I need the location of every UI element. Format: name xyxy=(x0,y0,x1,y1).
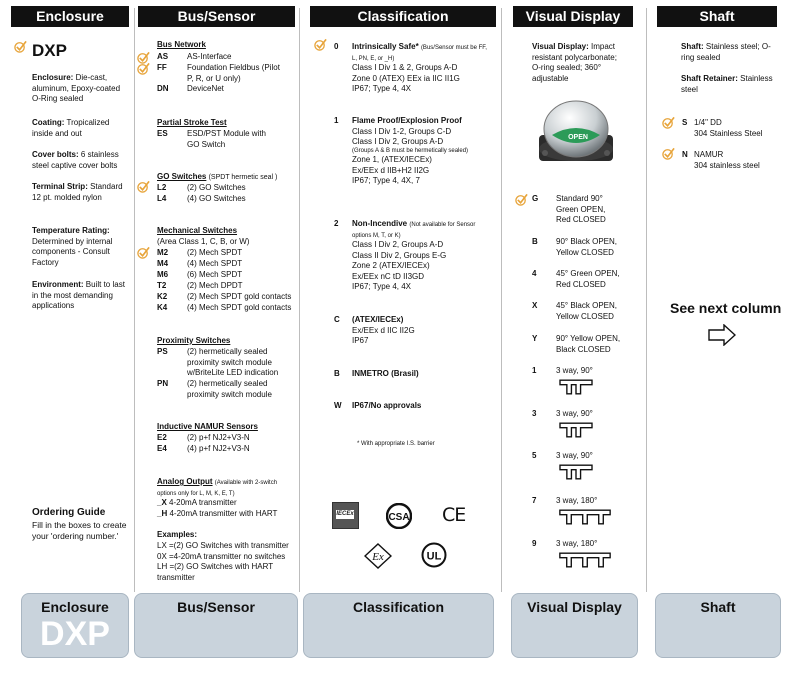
spec-block xyxy=(32,280,128,312)
option-code: PS xyxy=(157,347,168,356)
visual-desc xyxy=(556,496,636,507)
bus-order-box[interactable] xyxy=(134,593,298,658)
shaft-box-label: Shaft xyxy=(700,599,736,615)
option-desc: DeviceNet xyxy=(187,84,224,93)
class-block xyxy=(352,401,492,412)
class-title-row xyxy=(352,116,492,127)
spec-label: Temperature Rating: xyxy=(32,226,110,235)
visual-line: Red CLOSED xyxy=(556,279,606,289)
visual-line: 3 way, 90° xyxy=(556,409,593,418)
section-subtitle: (Area Class 1, C, B, or W) xyxy=(157,237,250,246)
valve-flow-icon xyxy=(558,509,612,525)
option-desc: (4) p+f NJ2+V3-N xyxy=(187,444,250,453)
shaft-desc-block xyxy=(694,118,776,139)
class-title-row xyxy=(352,369,492,380)
divider xyxy=(501,8,502,592)
class-code: 1 xyxy=(334,116,339,125)
spec-label: Coating: xyxy=(32,118,65,127)
visual-desc xyxy=(556,409,636,420)
class-code: W xyxy=(334,401,342,410)
section-title xyxy=(157,40,297,51)
option-code: E2 xyxy=(157,433,167,442)
class-line: Class I Div 1-2, Groups C-D xyxy=(352,126,452,136)
classification-header: Classification xyxy=(310,6,496,27)
option-desc: AS-Interface xyxy=(187,52,232,61)
shaft-desc: Shaft: Stainless steel; O-ring sealed xyxy=(681,42,771,62)
enclosure-header: Enclosure xyxy=(11,6,129,27)
visual-desc xyxy=(556,334,636,355)
class-line: Zone 0 (ATEX) EEx ia IIC II1G xyxy=(352,73,460,83)
class-title: INMETRO (Brasil) xyxy=(352,369,419,378)
option-code: T2 xyxy=(157,281,167,290)
shaft-code: S xyxy=(682,118,688,127)
visual-box-label: Visual Display xyxy=(527,599,622,615)
section-title-text: Proximity Switches xyxy=(157,336,231,345)
class-line: Ex/EEx d IIC II2G xyxy=(352,325,415,335)
class-block xyxy=(352,116,492,187)
visual-order-box[interactable] xyxy=(511,593,638,658)
classification-order-box[interactable] xyxy=(303,593,494,658)
divider xyxy=(299,8,300,592)
valve-flow-icon xyxy=(558,379,594,395)
class-block xyxy=(352,219,492,293)
class-title: (ATEX/IECEx) xyxy=(352,315,404,324)
visual-desc xyxy=(556,301,636,322)
section-title-text: Analog Output xyxy=(157,477,213,486)
visual-desc xyxy=(556,237,636,258)
class-code: 0 xyxy=(334,42,339,51)
section-title-text: Inductive NAMUR Sensors xyxy=(157,422,258,431)
classification-box-label: Classification xyxy=(352,599,445,615)
valve-flow-icon xyxy=(558,552,612,568)
classification-column xyxy=(310,0,496,27)
shaft-line: 304 stainless steel xyxy=(694,160,760,170)
check-icon xyxy=(662,147,675,160)
valve-flow-icon xyxy=(558,464,594,480)
option-code: ES xyxy=(157,129,168,138)
class-line: Ex/EEx d IIB+H2 II2G xyxy=(352,165,430,175)
examples-title: Examples: xyxy=(157,530,198,539)
visual-code: 9 xyxy=(532,539,537,548)
option-desc: ESD/PST Module with GO Switch xyxy=(187,129,266,149)
enclosure-box-value: DXP xyxy=(40,615,110,653)
section-title-text: Bus Network xyxy=(157,40,206,49)
visual-desc xyxy=(556,451,636,462)
bus-box-label: Bus/Sensor xyxy=(177,599,255,615)
visual-display-image xyxy=(536,91,616,169)
shaft-header: Shaft xyxy=(657,6,777,27)
section-title xyxy=(157,336,297,347)
visual-intro: Visual Display: Impact resistant polycarbonate; O-ring sealed; 360° adjustable xyxy=(532,42,617,83)
class-title: Non-Incendive xyxy=(352,219,408,228)
visual-header: Visual Display xyxy=(513,6,633,27)
option-desc: 4-20mA transmitter with HART xyxy=(169,509,278,518)
section-title-text: GO Switches xyxy=(157,172,207,181)
class-title: Flame Proof/Explosion Proof xyxy=(352,116,462,125)
spec-block xyxy=(32,73,128,105)
class-line: Class II Div 2, Groups E-G xyxy=(352,250,447,260)
visual-code: 3 xyxy=(532,409,537,418)
option-code: AS xyxy=(157,52,169,61)
visual-line: Black CLOSED xyxy=(556,344,611,354)
spec-text: Tropicalized inside and out xyxy=(32,118,110,138)
check-icon xyxy=(14,40,27,53)
visual-code: 7 xyxy=(532,496,537,505)
check-icon xyxy=(662,116,675,129)
option-desc: (2) Mech SPDT xyxy=(187,248,243,257)
shaft-order-box[interactable] xyxy=(655,593,781,658)
spec-label: Terminal Strip: xyxy=(32,182,88,191)
section-title xyxy=(157,226,297,237)
option-code: L2 xyxy=(157,183,167,192)
option-code: K2 xyxy=(157,292,168,301)
check-icon xyxy=(137,246,150,259)
shaft-column xyxy=(657,0,777,27)
visual-desc xyxy=(556,269,636,290)
spec-block xyxy=(32,182,128,203)
class-line: Zone 2 (ATEX/IECEx) xyxy=(352,261,430,270)
option-desc: (4) GO Switches xyxy=(187,194,246,203)
divider xyxy=(646,8,647,592)
option-desc: (4) Mech SPDT xyxy=(187,259,243,268)
visual-code: G xyxy=(532,194,539,203)
analog-row xyxy=(157,509,297,520)
section-subtitle: (SPDT hermetic seal ) xyxy=(208,174,278,181)
option-code: L4 xyxy=(157,194,167,203)
class-title: IP67/No approvals xyxy=(352,401,422,410)
bus-column xyxy=(138,0,295,27)
option-code: E4 xyxy=(157,444,167,453)
examples-list xyxy=(157,541,295,583)
class-title: Intrinsically Safe* xyxy=(352,42,419,51)
enclosure-box-label: Enclosure xyxy=(41,599,109,615)
class-line: Class I Div 2, Groups A-D xyxy=(352,240,444,249)
shaft-code: N xyxy=(682,150,688,159)
class-line: (Groups A & B must be hermetically sealed) xyxy=(352,147,469,154)
spec-text: Die-cast, aluminum, Epoxy-coated O-Ring sealed xyxy=(32,73,121,103)
class-line: IP67; Type 4, 4X xyxy=(352,282,412,291)
spec-block xyxy=(32,150,128,171)
spec-label: Cover bolts: xyxy=(32,150,79,159)
shaft-desc-block xyxy=(694,150,776,171)
class-line: Class I Div 2, Groups A-D xyxy=(352,137,444,146)
option-desc: (2) GO Switches xyxy=(187,183,246,192)
analog-row xyxy=(157,498,297,509)
class-line: Zone 1, (ATEX/IECEx) xyxy=(352,155,432,164)
option-desc: (2) hermetically sealed proximity switch module w/BriteLite LED indication xyxy=(187,347,279,377)
class-block xyxy=(352,42,492,95)
visual-code: 5 xyxy=(532,451,537,460)
example-line: 0X =4-20mA transmitter no switches xyxy=(157,551,286,561)
visual-code: Y xyxy=(532,334,538,343)
visual-line: 3 way, 180° xyxy=(556,539,598,548)
option-desc: (2) p+f NJ2+V3-N xyxy=(187,433,250,442)
visual-line: 3 way, 180° xyxy=(556,496,598,505)
spec-text: Determined by internal components - Consult Factory xyxy=(32,236,113,267)
class-note: (Bus/Sensor must be FF, L, PN, E, or _H) xyxy=(352,45,487,62)
option-code: M6 xyxy=(157,270,169,279)
section-title xyxy=(157,422,297,433)
visual-code: 4 xyxy=(532,269,537,278)
visual-desc xyxy=(556,194,636,226)
spec-label: Environment: xyxy=(32,280,84,289)
valve-flow-icon xyxy=(558,422,594,438)
check-icon xyxy=(137,180,150,193)
section-title-text: Partial Stroke Test xyxy=(157,118,227,127)
bus-header: Bus/Sensor xyxy=(138,6,295,27)
ul-logo xyxy=(421,542,447,568)
class-note: (Not available for Sensor options M, T, or K) xyxy=(352,222,476,239)
ordering-guide-text: Fill in the boxes to create your 'ordering number.' xyxy=(32,520,127,541)
divider xyxy=(134,8,135,592)
visual-line: 3 way, 90° xyxy=(556,451,593,460)
section-subtitle: (Available with 2-switch options only for L, M, K, E, T) xyxy=(157,480,278,497)
spec-text: Standard 12 pt. molded nylon xyxy=(32,182,123,202)
check-icon xyxy=(314,38,327,51)
shaft-retainer-desc: Shaft Retainer: Stainless steel xyxy=(681,74,773,94)
option-code: M2 xyxy=(157,248,169,257)
option-code: DN xyxy=(157,84,169,93)
shaft-line: 304 Stainless Steel xyxy=(694,128,763,138)
option-code: _X xyxy=(157,498,167,507)
class-line: IP67; Type 4, 4X, 7 xyxy=(352,176,420,185)
footnote: * With appropriate I.S. barrier xyxy=(357,441,435,447)
model-name: DXP xyxy=(32,41,67,60)
spec-block xyxy=(32,118,128,139)
example-line: LX =(2) GO Switches with transmitter xyxy=(157,541,289,550)
visual-line: Yellow CLOSED xyxy=(556,247,614,257)
visual-line: 45° Green OPEN, xyxy=(556,269,620,278)
class-title-row xyxy=(352,315,492,326)
visual-line: Yellow CLOSED xyxy=(556,311,614,321)
spec-text: Built to last in the most demanding applications xyxy=(32,280,125,310)
visual-code: X xyxy=(532,301,538,310)
enclosure-order-box[interactable] xyxy=(21,593,129,658)
arrow-right-icon xyxy=(708,324,736,346)
class-title-row xyxy=(352,219,492,240)
ordering-guide-title: Ordering Guide xyxy=(32,507,106,518)
svg-text:OPEN: OPEN xyxy=(568,134,588,141)
class-block xyxy=(352,315,492,347)
section-title-text: Mechanical Switches xyxy=(157,226,238,235)
iecex-logo: IECEx xyxy=(332,502,359,529)
spec-block xyxy=(32,226,128,268)
spec-label: Enclosure: xyxy=(32,73,74,82)
class-line: IP67; Type 4, 4X xyxy=(352,84,412,93)
ex-logo xyxy=(364,543,392,569)
option-desc: (2) Mech SPDT gold contacts xyxy=(187,292,292,301)
spec-text: 6 stainless steel captive cover bolts xyxy=(32,150,119,170)
enclosure-column xyxy=(11,0,129,27)
section-title xyxy=(157,118,297,129)
visual-line: 90° Black OPEN, xyxy=(556,237,617,246)
option-code: FF xyxy=(157,63,167,72)
svg-text:UL: UL xyxy=(426,550,442,563)
class-line: Class I Div 1 & 2, Groups A-D xyxy=(352,63,458,72)
visual-line: 90° Yellow OPEN, xyxy=(556,334,621,343)
see-next-column: See next column xyxy=(670,300,782,316)
option-code: _H xyxy=(157,509,168,518)
option-desc: (2) Mech DPDT xyxy=(187,281,243,290)
visual-desc xyxy=(556,539,636,550)
class-line: Ex/EEx nC tD II3GD xyxy=(352,271,425,281)
section-title xyxy=(157,172,297,184)
visual-desc xyxy=(556,366,636,377)
class-block xyxy=(352,369,492,380)
visual-column xyxy=(513,0,633,27)
visual-code: B xyxy=(532,237,538,246)
option-desc: (6) Mech SPDT xyxy=(187,270,243,279)
shaft-line: NAMUR xyxy=(694,150,724,159)
option-code: K4 xyxy=(157,303,168,312)
csa-logo xyxy=(386,503,412,529)
option-desc: Foundation Fieldbus (Pilot P, R, or U only) xyxy=(187,63,280,83)
class-code: B xyxy=(334,369,340,378)
option-code: PN xyxy=(157,379,169,388)
svg-text:CSA: CSA xyxy=(388,512,410,523)
option-desc: (4) Mech SPDT gold contacts xyxy=(187,303,292,312)
ce-logo: CE xyxy=(442,504,466,526)
option-desc: (2) hermetically sealed proximity switch module xyxy=(187,379,272,399)
visual-line: Red CLOSED xyxy=(556,215,606,224)
svg-text:Ex: Ex xyxy=(372,551,384,563)
shaft-line: 1/4" DD xyxy=(694,118,722,127)
visual-line: 3 way, 90° xyxy=(556,366,593,375)
visual-code: 1 xyxy=(532,366,537,375)
class-code: 2 xyxy=(334,219,339,228)
example-line: LH =(2) GO Switches with HART transmitter xyxy=(157,562,273,582)
visual-line: Green OPEN, xyxy=(556,204,606,214)
option-code: M4 xyxy=(157,259,169,268)
check-icon xyxy=(137,62,150,75)
class-title-row xyxy=(352,401,492,412)
class-line: IP67 xyxy=(352,336,369,345)
visual-line: 45° Black OPEN, xyxy=(556,301,617,310)
class-code: C xyxy=(334,315,340,324)
visual-line: Standard 90° xyxy=(556,194,603,203)
check-icon xyxy=(515,193,528,206)
class-title-row xyxy=(352,42,492,63)
option-desc: 4-20mA transmitter xyxy=(169,498,237,507)
section-title xyxy=(157,477,297,498)
